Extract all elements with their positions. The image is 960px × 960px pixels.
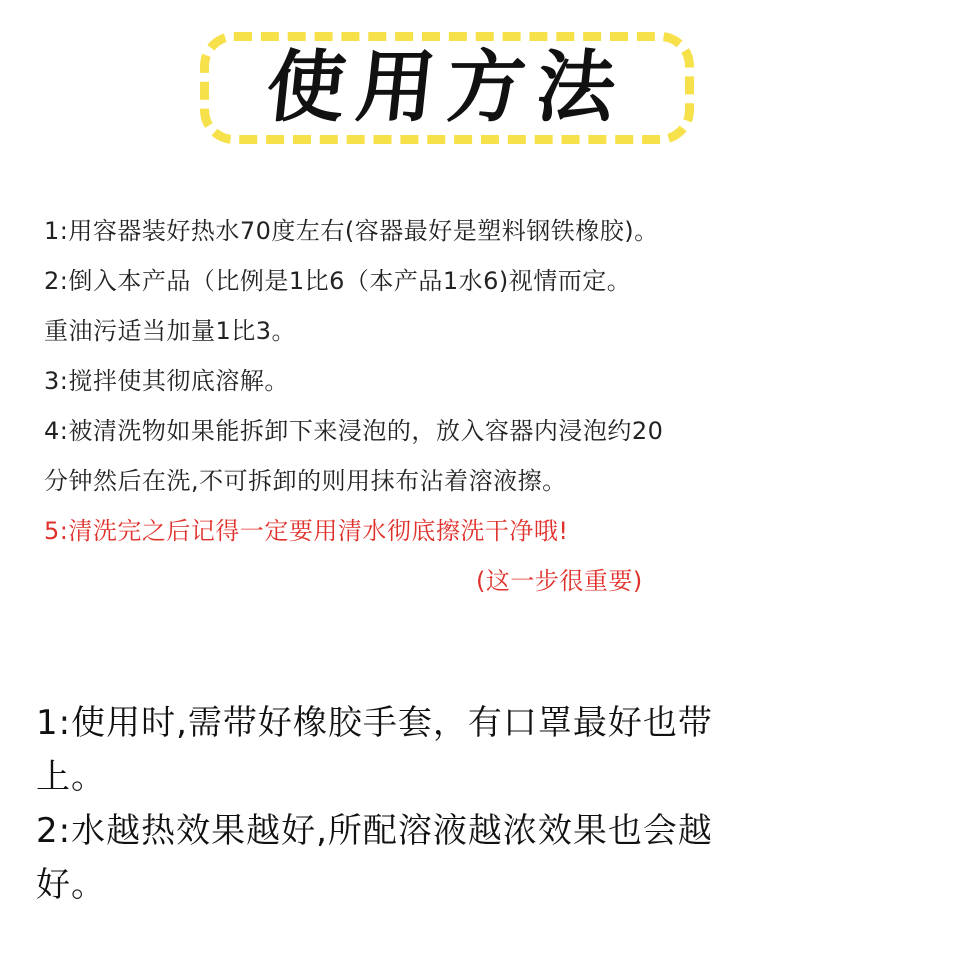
safety-tips-list — [36, 696, 916, 912]
step-4-line: 4:被清洗物如果能拆卸下来浸泡的，放入容器内浸泡约20 — [44, 417, 664, 445]
usage-steps-list — [44, 206, 924, 606]
tip-2-line: 2:水越热效果越好,所配溶液越浓效果也会越 — [36, 811, 713, 851]
step-5-warning-line: 5:清洗完之后记得一定要用清水彻底擦洗干净哦! — [44, 517, 569, 545]
tip-1-continued-line: 上。 — [36, 757, 106, 797]
tip-2-continued-line: 好。 — [36, 865, 106, 905]
step-4-continued-line: 分钟然后在洗,不可拆卸的则用抹布沾着溶液擦。 — [44, 467, 567, 495]
page-title: 使用方法 — [262, 43, 632, 133]
step-2-note-line: 重油污适当加量1比3。 — [44, 317, 297, 345]
tip-1-line: 1:使用时,需带好橡胶手套，有口罩最好也带 — [36, 703, 713, 743]
step-2-line: 2:倒入本产品（比例是1比6（本产品1水6)视情而定。 — [44, 267, 632, 295]
step-1-line: 1:用容器装好热水70度左右(容器最好是塑料钢铁橡胶)。 — [44, 217, 659, 245]
step-3-line: 3:搅拌使其彻底溶解。 — [44, 367, 289, 395]
step-5-important-note: (这一步很重要) — [476, 567, 643, 595]
